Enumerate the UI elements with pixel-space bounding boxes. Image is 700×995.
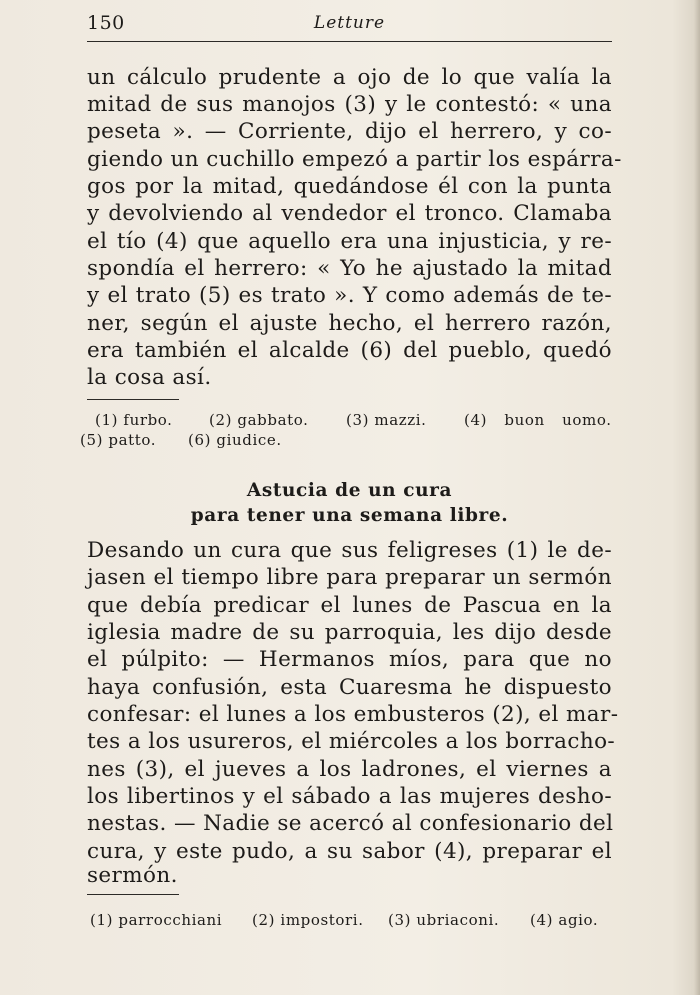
page-header — [87, 10, 612, 40]
text-line: nestas. — Nadie se acercó al confesionario del — [87, 811, 614, 836]
header-rule — [87, 41, 612, 42]
text-line: gos por la mitad, quedándose él con la punta — [87, 174, 612, 199]
running-title: Letture — [313, 13, 386, 33]
text-line: giendo un cuchillo empezó a partir los espárra- — [87, 147, 622, 172]
footnote: (2) impostori. — [252, 911, 364, 929]
text-line: ner, según el ajuste hecho, el herrero razón, — [87, 311, 612, 336]
footnote: (1) furbo. — [95, 411, 173, 429]
text-line: iglesia madre de su parroquia, les dijo desde — [87, 620, 612, 645]
text-line: Desando un cura que sus feligreses (1) le de- — [87, 538, 612, 563]
footnote-rule — [87, 399, 179, 400]
section-title-line-1: Astucia de un cura — [246, 480, 453, 501]
text-line: el tío (4) que aquello era una injusticia, y re- — [87, 229, 612, 254]
footnote: (3) mazzi. — [346, 411, 427, 429]
section-title-line-2: para tener una semana libre. — [190, 505, 509, 526]
text-line: la cosa así. — [87, 365, 212, 390]
text-line: era también el alcalde (6) del pueblo, quedó — [87, 338, 612, 363]
text-line: un cálculo prudente a ojo de lo que valía la — [87, 65, 612, 90]
text-line: confesar: el lunes a los embusteros (2), el mar- — [87, 702, 619, 727]
page-edge — [694, 0, 700, 995]
text-line: spondía el herrero: « Yo he ajustado la mitad — [87, 256, 612, 281]
footnote: (1) parrocchiani — [90, 911, 223, 929]
page-number: 150 — [87, 12, 125, 34]
footnote: (3) ubriaconi. — [388, 911, 500, 929]
text-line: sermón. — [87, 863, 178, 888]
footnote: (4) buon uomo. — [464, 411, 612, 429]
footnote: (6) giudice. — [188, 431, 282, 449]
text-line: jasen el tiempo libre para preparar un sermón — [87, 565, 612, 590]
text-line: haya confusión, esta Cuaresma he dispuesto — [87, 675, 612, 700]
footnote: (4) agio. — [530, 911, 599, 929]
text-line: peseta ». — Corriente, dijo el herrero, y co- — [87, 119, 612, 144]
text-line: nes (3), el jueves a los ladrones, el viernes a — [87, 757, 612, 782]
text-line: cura, y este pudo, a su sabor (4), preparar el — [87, 839, 612, 864]
text-line: tes a los usureros, el miércoles a los borracho- — [87, 729, 616, 754]
footnote-rule — [87, 894, 179, 895]
text-line: y el trato (5) es trato ». Y como además de te- — [87, 283, 612, 308]
text-line: los libertinos y el sábado a las mujeres desho- — [87, 784, 612, 809]
text-line: mitad de sus manojos (3) y le contestó: « una — [87, 92, 612, 117]
text-line: que debía predicar el lunes de Pascua en la — [87, 593, 612, 618]
text-line: y devolviendo al vendedor el tronco. Clamaba — [87, 201, 612, 226]
footnote: (5) patto. — [80, 431, 157, 449]
text-line: el púlpito: — Hermanos míos, para que no — [87, 647, 612, 672]
footnote: (2) gabbato. — [209, 411, 309, 429]
